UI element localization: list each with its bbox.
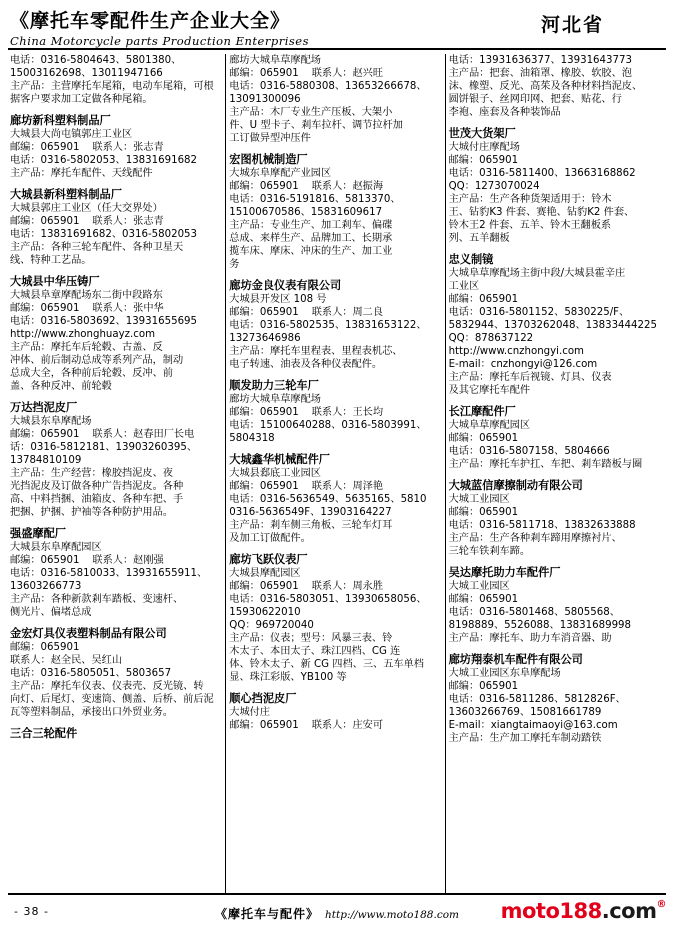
entry-line: 邮编：065901 联系人：周二良 (229, 307, 384, 318)
list-item (229, 279, 440, 371)
company-name: 吴达摩托助力车配件厂 (448, 566, 561, 579)
entry-email[interactable]: E-mail：cnzhongyi@126.com (448, 359, 598, 370)
list-item (449, 405, 660, 471)
directory-columns (0, 50, 674, 895)
entry-line: 大城县东阜摩配场 (10, 416, 92, 427)
entry-line: 圆饼银子、丝网印网、把套、贴花、行 (448, 94, 622, 105)
entry-line: 电话：0316-5805051、5803657 (10, 668, 172, 679)
company-name: 世茂大货架厂 (448, 127, 516, 140)
entry-line: 邮编：065901 (448, 681, 519, 692)
entry-line: 主产品：摩托车护扛、车把、剎车踏板与圈 (448, 459, 643, 470)
entry-line: 电话：0316-5807158、5804666 (448, 446, 610, 457)
entry-line: 主产品：摩托车、助力车消音器、助 (448, 633, 612, 644)
entry-line: 主产品：摩托车后视镜、灯具、仪表 (448, 372, 612, 383)
column-divider (445, 54, 446, 895)
entry-line: 线、特种工艺品。 (10, 255, 92, 266)
company-name: 顺心挡泥皮厂 (229, 692, 297, 705)
entry-line: 铃木王2 件套、五羊、铃木王翻板系 (448, 220, 612, 231)
entry-line: 务 (229, 259, 240, 270)
entry-line: 王、钻豹K3 件套、赛艳、钻豹K2 件套、 (448, 207, 635, 218)
entry-line: 15003162698、13011947166 (10, 68, 163, 79)
page-header (0, 0, 674, 46)
entry-line: 主产品：摩托车仪表、仪表壳、反光镜、转 (10, 681, 204, 692)
entry-line: 13603266773 (10, 581, 82, 592)
entry-line: 木太子、本田太子、珠江四档、CG 连 (229, 646, 401, 657)
list-item (10, 627, 221, 719)
entry-line: 主产品：摩托车后轮毂、古盖、反 (10, 342, 163, 353)
entry-line: 电话：0316-5802053、13831691682 (10, 155, 198, 166)
entry-line: 邮编：065901 联系人：赵春田厂长电 (10, 429, 195, 440)
entry-line: 13273646986 (229, 333, 301, 344)
company-name: 宏图机械制造厂 (229, 153, 308, 166)
company-name: 廊坊金良仪表有限公司 (229, 279, 342, 292)
catalog-title-cn: 《摩托车零配件生产企业大全》 (10, 10, 291, 32)
entry-line: 邮编：065901 联系人：赵刚强 (10, 555, 164, 566)
list-item (10, 727, 221, 741)
entry-line: 15930622010 (229, 607, 301, 618)
entry-line: 电子转速、油表及各种仪表配件。 (229, 359, 383, 370)
entry-line: 主产品：剎车侧三角板、三轮车灯耳 (229, 520, 393, 531)
entry-line: 邮编：065901 联系人：赵兴旺 (229, 68, 384, 79)
entry-line: 邮编：065901 联系人：赵振海 (229, 181, 384, 192)
company-name: 廊坊翔泰机车配件有限公司 (448, 653, 583, 666)
entry-line: 总成大全，各种前后轮毂、反冲、前 (10, 368, 173, 379)
company-name: 顺发助力三轮车厂 (229, 379, 319, 392)
entry-line: 及加工订做配件。 (229, 533, 311, 544)
entry-line: 电话：0316-5803692、13931655695 (10, 316, 198, 327)
list-item (229, 553, 440, 684)
list-item (449, 566, 660, 645)
entry-line: 大城付庄摩配场 (448, 142, 520, 153)
footer-title-cn: 《摩托车与配件》 (215, 907, 320, 921)
entry-line: 盖、各种反冲、前轮毂 (10, 381, 112, 392)
entry-line: 13603266769、15081661789 (448, 707, 602, 718)
catalog-title-en: China Motorcycle parts Production Enterprises (10, 34, 309, 48)
page-footer (0, 893, 674, 935)
entry-line: 总成、来样生产、品牌加工、长期承 (229, 233, 393, 244)
entry-line: 主产品：主营摩托车尾箱，电动车尾箱，可根 (10, 81, 214, 92)
entry-line: 主产品：摩托车里程表、里程表机芯、 (229, 346, 403, 357)
entry-line: 邮编：065901 联系人：张中华 (10, 303, 164, 314)
entry-line: 电话：0316-5811400、13663168862 (448, 168, 636, 179)
entry-line: 主产品：木厂专业生产压板、大架小 (229, 107, 393, 118)
entry-line: 电话：13831691682、0316-5802053 (10, 229, 198, 240)
entry-line: 冲体、前后制动总成等系列产品，制动 (10, 355, 184, 366)
entry-line: 邮编：065901 (448, 294, 519, 305)
company-name: 大城县中华压铸厂 (10, 275, 100, 288)
entry-line: 电话：0316-5636549、5635165、5810 (229, 494, 427, 505)
list-item (229, 54, 440, 145)
entry-line: 邮编：065901 联系人：周永胜 (229, 581, 384, 592)
entry-line: 大城阜草摩配园区 (448, 420, 531, 431)
entry-line: 体、铃木太子、新 CG 四档、三、五车单档 (229, 659, 424, 670)
entry-line: 主产品：摩托车配件、天线配件 (10, 168, 153, 179)
entry-line: 廊坊大城阜草摩配场 (229, 394, 321, 405)
entry-line: 大城县开发区 108 号 (229, 294, 327, 305)
entry-line: 邮编：065901 联系人：周泽艳 (229, 481, 384, 492)
entry-line: 主产品：生产加工摩托车制动踏铁 (448, 733, 602, 744)
page-number: - 38 - (14, 905, 49, 918)
entry-line: 5832944、13703262048、13833444225 (448, 320, 657, 331)
list-item (10, 401, 221, 519)
entry-line: 大城付庄 (229, 707, 271, 718)
entry-line: 电话：0316-5803051、13930658056、 (229, 594, 427, 605)
entry-line: 联系人：赵全民、吴红山 (10, 655, 123, 666)
list-item (449, 653, 660, 745)
entry-line: 沫、橡塑、反光、高茱及各种材料挡泥皮、 (448, 81, 643, 92)
entry-line: 大城工业园区 (448, 581, 510, 592)
entry-line: 高、中料挡捆、油箱皮、各种车把、手 (10, 494, 184, 505)
entry-line: 邮编：065901 (448, 594, 519, 605)
entry-line: 件、U 型卡子、剎车拉杆、调节拉杆加 (229, 120, 403, 131)
list-item (449, 127, 660, 245)
list-item (10, 275, 221, 393)
list-item (449, 54, 660, 119)
entry-line: 电话：0316-5811718、13832633888 (448, 520, 636, 531)
entry-line: 向灯、后尾灯、变速筒、侧盖、后桥、前后泥 (10, 694, 214, 705)
column-1 (8, 54, 227, 895)
entry-line: 主产品：各种三轮车配件、各种卫星天 (10, 242, 184, 253)
entry-line: 邮编：065901 联系人：王长均 (229, 407, 384, 418)
company-name: 长江摩配件厂 (448, 405, 516, 418)
entry-line: 邮编：065901 (10, 642, 80, 653)
entry-line: 主产品：生产各种货架适用于：铃木 (448, 194, 612, 205)
logo-trademark: ® (656, 899, 666, 910)
entry-line: 13784810109 (10, 455, 82, 466)
moto188-logo[interactable] (501, 899, 666, 923)
company-name: 忠义制镜 (448, 253, 494, 266)
entry-line: 8198889、5526088、13831689998 (448, 620, 632, 631)
entry-line: 电话：15100640288、0316-5803991、 (229, 420, 427, 431)
entry-line: 5804318 (229, 433, 275, 444)
list-item (10, 527, 221, 619)
entry-line: 邮编：065901 (448, 155, 519, 166)
entry-line: 电话：0316-5191816、5813370、 (229, 194, 401, 205)
column-3 (447, 54, 666, 895)
entry-line: 电话：0316-5810033、13931655911、 (10, 568, 208, 579)
entry-line: 电话：0316-5802535、13831653122、 (229, 320, 427, 331)
footer-url[interactable]: http://www.moto188.com (325, 909, 459, 921)
list-item (229, 153, 440, 271)
entry-line: 电话：0316-5880308、13653266678、 (229, 81, 427, 92)
entry-line: 工订做异型冲压件 (229, 133, 311, 144)
company-name: 强盛摩配厂 (10, 527, 66, 540)
entry-line: 主产品：生产经营：橡胶挡泥皮、夜 (10, 468, 173, 479)
entry-line: 揽车床、摩床、冲床的生产、加工业 (229, 246, 393, 257)
entry-line: 电话：0316-5801152、5830225/F、 (448, 307, 630, 318)
list-item (449, 479, 660, 558)
entry-line: 0316-5636549F、13903164227 (229, 507, 392, 518)
entry-line: 邮编：065901 (448, 507, 519, 518)
entry-line: 工业区 (448, 281, 480, 292)
entry-line: 瓦等塑料制品，承接出口外贸业务。 (10, 707, 173, 718)
entry-line: 电话：13931636377、13931643773 (448, 55, 632, 66)
entry-line: 主产品：仪表；型号：风暴三表、铃 (229, 633, 393, 644)
entry-line: 大城工业园区 (448, 494, 510, 505)
entry-line: QQ：969720040 (229, 620, 314, 631)
entry-line: 大城县郭庄工业区（任大交界处） (10, 203, 163, 214)
province-label: 河北省 (540, 14, 604, 36)
company-name: 大城蓝信摩擦制动有限公司 (448, 479, 583, 492)
entry-line: 李袍、座套及各种装饰品 (448, 107, 561, 118)
entry-line: 把捆、护捆、护袖等各种防护用品。 (10, 507, 173, 518)
entry-line: 大城县郄底工业园区 (229, 468, 321, 479)
entry-line: QQ：1273070024 (448, 181, 540, 192)
entry-line: 主产品：把套、油箱罩、橡胶、软胶、泡 (448, 68, 632, 79)
entry-line: 大城工业园区东阜摩配场 (448, 668, 561, 679)
company-name: 大城鑫华机械配件厂 (229, 453, 330, 466)
entry-line: 电话：0316-5801468、5805568、 (448, 607, 620, 618)
entry-line: 主产品：专业生产、加工剎车、偏碟 (229, 220, 393, 231)
entry-line: 三轮车铁剎车蹄。 (448, 546, 531, 557)
entry-line: 光挡泥皮及订做各种广告挡泥皮。各种 (10, 481, 184, 492)
list-item (449, 253, 660, 397)
logo-suffix: .com (601, 899, 657, 923)
company-name: 金宏灯具仪表塑料制品有限公司 (10, 627, 167, 640)
column-2 (227, 54, 446, 895)
entry-line: 邮编：065901 联系人：张志青 (10, 142, 164, 153)
entry-line: 邮编：065901 联系人：庄安可 (229, 720, 384, 731)
entry-website[interactable]: http://www.zhonghuayz.com (10, 329, 155, 340)
list-item (10, 114, 221, 180)
list-item (229, 692, 440, 732)
company-name: 三合三轮配件 (10, 727, 78, 740)
company-name: 廊坊新科塑料制品厂 (10, 114, 111, 127)
company-name: 万达挡泥皮厂 (10, 401, 78, 414)
entry-email[interactable]: E-mail：xiangtaimaoyi@163.com (448, 720, 618, 731)
logo-text: moto188 (500, 899, 602, 923)
entry-line: 主产品：各种新款剎车踏板、变速杆、 (10, 594, 184, 605)
list-item (229, 379, 440, 445)
entry-line: 大城县阜章摩配场东二街中段路东 (10, 290, 163, 301)
entry-line: 邮编：065901 (448, 433, 519, 444)
company-name: 大城县新科塑料制品厂 (10, 188, 122, 201)
entry-line: QQ：878637122 (448, 333, 534, 344)
entry-line: 据客户要求加工定做各种尾箱。 (10, 94, 153, 105)
list-item (10, 54, 221, 106)
entry-line: 大城阜草摩配场主街中段/大城县霍辛庄 (448, 268, 626, 279)
entry-line: 及其它摩托车配件 (448, 385, 531, 396)
column-divider (225, 54, 226, 895)
entry-line: 显、珠江彩版、YB100 等 (229, 672, 347, 683)
entry-line: 话：0316-5812181、13903260395、 (10, 442, 198, 453)
entry-line: 大城县摩配园区 (229, 568, 301, 579)
entry-line: 电话：0316-5804643、5801380、 (10, 55, 182, 66)
entry-line: 邮编：065901 联系人：张志青 (10, 216, 164, 227)
entry-website[interactable]: http://www.cnzhongyi.com (448, 346, 584, 357)
entry-line: 大城东阜摩配产业园区 (229, 168, 332, 179)
entry-line: 13091300096 (229, 94, 301, 105)
list-item (10, 188, 221, 267)
list-item (229, 453, 440, 545)
entry-line: 列、五羊翻板 (448, 233, 510, 244)
footer-publication (215, 905, 459, 922)
entry-line: 主产品：生产各种剎车蹄用摩擦衬片、 (448, 533, 622, 544)
entry-line: 侧光片、偏堵总成 (10, 607, 92, 618)
company-name: 廊坊飞跃仪表厂 (229, 553, 308, 566)
entry-line: 15100670586、15831609617 (229, 207, 383, 218)
entry-line: 大城县东阜摩配园区 (10, 542, 102, 553)
entry-line: 廊坊大城阜草摩配场 (229, 55, 321, 66)
entry-line: 大城县大尚屯镇郭庄工业区 (10, 129, 133, 140)
entry-line: 电话：0316-5811286、5812826F、 (448, 694, 626, 705)
